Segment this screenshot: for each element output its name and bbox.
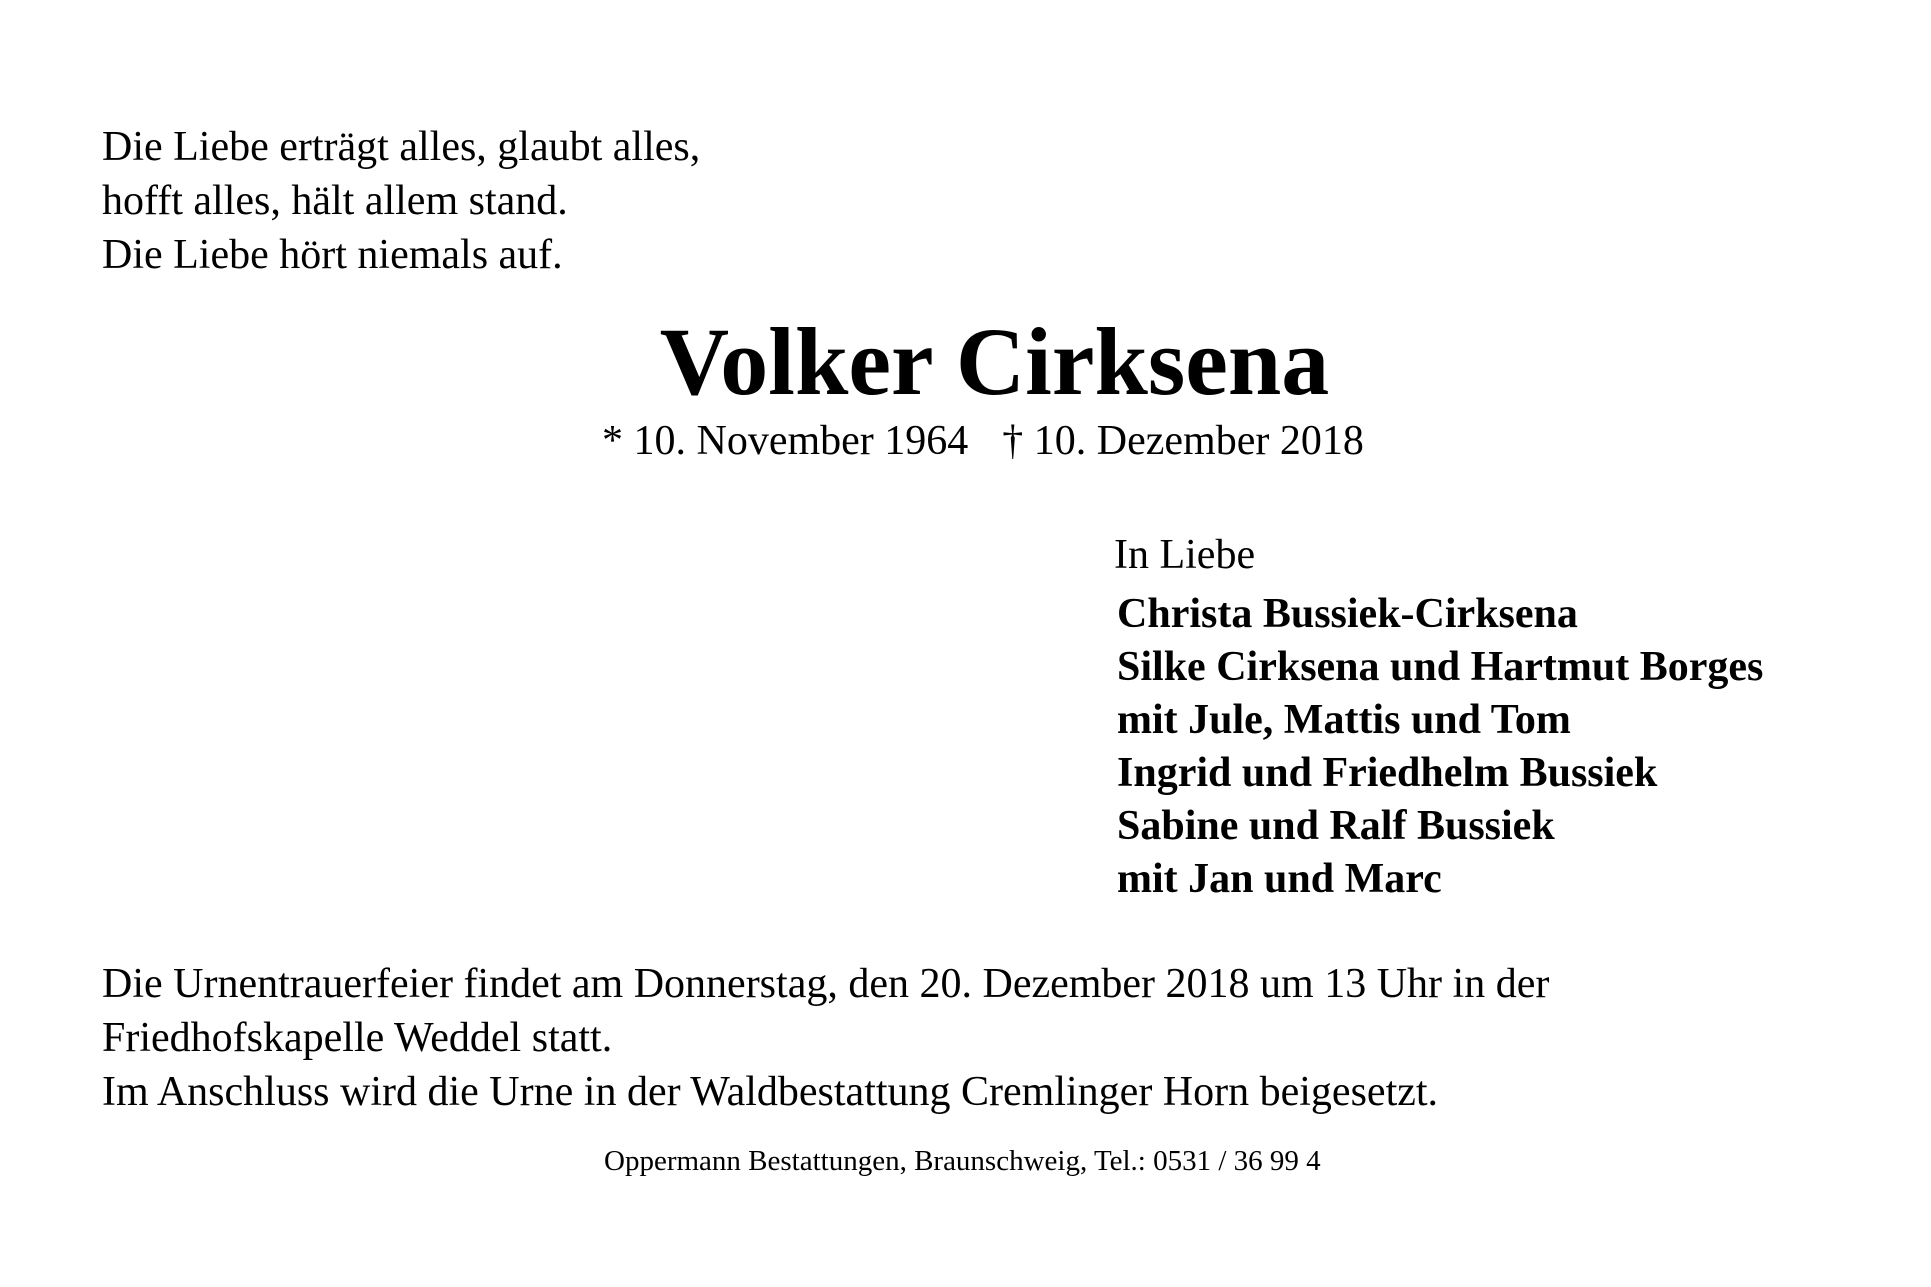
- ceremony-line: Friedhofskapelle Weddel statt.: [102, 1015, 613, 1061]
- mourner-line: Sabine und Ralf Bussiek: [1117, 803, 1555, 849]
- mourner-line: Ingrid und Friedhelm Bussiek: [1117, 750, 1658, 796]
- death-date: † 10. Dezember 2018: [1002, 418, 1364, 464]
- mourner-line: mit Jan und Marc: [1117, 856, 1442, 902]
- mourners-block: [1114, 528, 1763, 906]
- ceremony-line: Im Anschluss wird die Urne in der Waldbestattung Cremlinger Horn beigesetzt.: [102, 1069, 1439, 1115]
- verse-line: Die Liebe hört niemals auf.: [102, 232, 563, 278]
- verse-line: hofft alles, hält allem stand.: [102, 178, 568, 224]
- ceremony-info: [102, 957, 1549, 1119]
- birth-date: * 10. November 1964: [602, 418, 969, 464]
- mourner-line: Christa Bussiek-Cirksena: [1117, 591, 1578, 637]
- life-dates: [602, 414, 1364, 468]
- verse-line: Die Liebe erträgt alles, glaubt alles,: [102, 124, 701, 170]
- mourners-intro: In Liebe: [1114, 532, 1256, 578]
- ceremony-line: Die Urnentrauerfeier findet am Donnerstag, den 20. Dezember 2018 um 13 Uhr in der: [102, 961, 1550, 1007]
- funeral-home-contact: Oppermann Bestattungen, Braunschweig, Tel.: 0531 / 36 99 4: [604, 1145, 1321, 1177]
- mourner-line: Silke Cirksena und Hartmut Borges: [1117, 644, 1764, 690]
- deceased-name: Volker Cirksena: [659, 308, 1330, 415]
- mourner-line: mit Jule, Mattis und Tom: [1117, 697, 1571, 743]
- bible-verse: [102, 120, 700, 282]
